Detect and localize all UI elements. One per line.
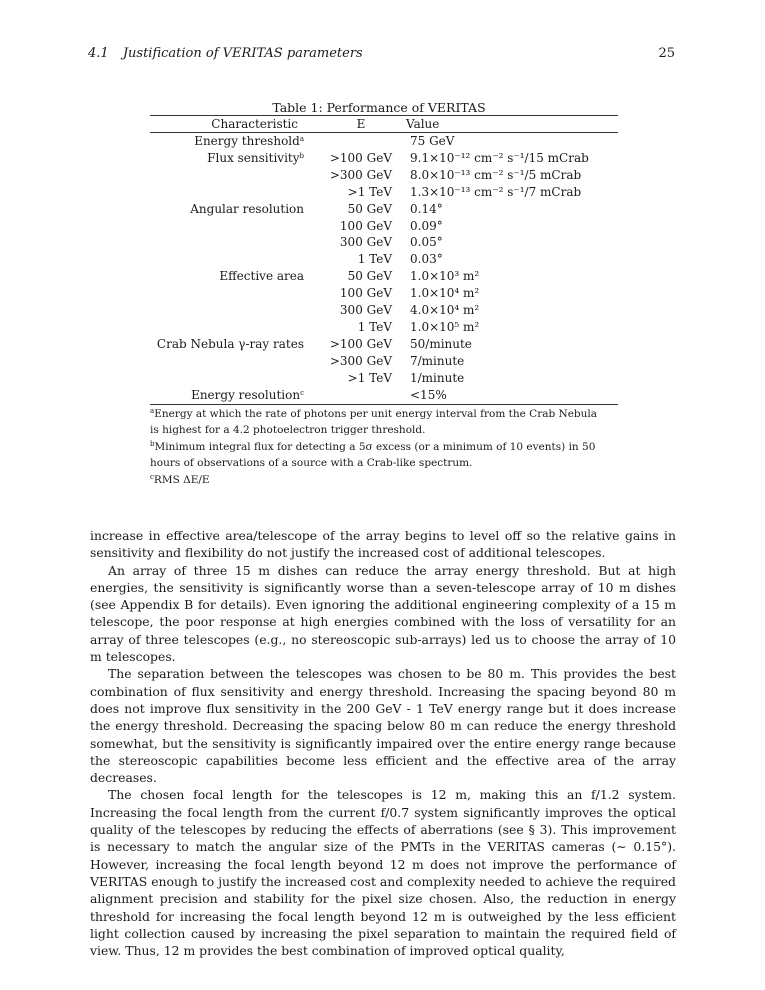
- table-header-row: [150, 116, 618, 133]
- cell-energy: 1 TeV: [357, 252, 392, 267]
- cell-characteristic: [150, 133, 316, 150]
- table-row: [150, 285, 618, 302]
- cell-value: 1.0×10³ m²: [410, 269, 480, 284]
- table-caption: Table 1: Performance of VERITAS: [272, 100, 486, 115]
- cell-characteristic: [150, 234, 316, 251]
- footnote-mark: a: [150, 406, 155, 415]
- cell-value: 0.05°: [410, 235, 443, 250]
- running-header: [88, 46, 675, 61]
- body-paragraph: An array of three 15 m dishes can reduce the array energy threshold. But at high energies, the sensitivity is significantly worse than a seven-telescope array of 10 m dishes (see Appendix B for details). Even ignoring the additional engineering complexity of a 15 m telescope, the poor response at high energies combined with the loss of versatility for an array of three telescopes (e.g., no stereoscopic sub-arrays) led us to choose the array of 10 m telescopes.: [90, 562, 676, 665]
- cell-value: 0.09°: [410, 218, 443, 233]
- table-row: [150, 353, 618, 370]
- cell-characteristic: [150, 268, 316, 285]
- section-number: 4.1: [88, 46, 109, 61]
- cell-energy: 50 GeV: [347, 201, 392, 216]
- cell-energy: 100 GeV: [339, 218, 392, 233]
- page-number: 25: [658, 46, 675, 61]
- footnote-line: [150, 455, 618, 472]
- footnote-line: [150, 406, 618, 423]
- cell-value: 9.1×10⁻¹² cm⁻² s⁻¹/15 mCrab: [410, 150, 589, 165]
- cell-value: <15%: [406, 387, 618, 404]
- cell-characteristic: [150, 201, 316, 218]
- table-row: [150, 201, 618, 218]
- table-footnotes: [150, 406, 618, 489]
- cell-energy: >100 GeV: [329, 150, 392, 165]
- footnote-text: hours of observations of a source with a Crab-like spectrum.: [150, 457, 473, 469]
- cell-characteristic: [150, 167, 316, 184]
- footnote-mark: c: [150, 472, 154, 481]
- cell-value: 75 GeV: [410, 134, 455, 148]
- table-row: [150, 150, 618, 167]
- footnote-text: RMS ΔE/E: [153, 473, 210, 486]
- cell-energy: >100 GeV: [329, 336, 392, 351]
- body-paragraph: The separation between the telescopes was chosen to be 80 m. This provides the best combination of flux sensitivity and energy threshold. Increasing the spacing beyond 80 m does not improve flux sensitivity in the 200 GeV - 1 TeV energy range but it does increase the energy threshold. Decreasing the spacing below 80 m can reduce the energy threshold somewhat, but the sensitivity is significantly impaired over the entire energy range because the stereoscopic capabilities become less efficient and the effective area of the array decreases.: [90, 666, 676, 786]
- table-row: [150, 302, 618, 319]
- cell-characteristic: [150, 353, 316, 370]
- footnote-mark: b: [150, 439, 155, 448]
- body-text: [90, 527, 676, 959]
- table-row: [150, 251, 618, 268]
- table-row: [150, 370, 618, 387]
- footnote-marker: a: [299, 135, 304, 143]
- footnote-text: is highest for a 4.2 photoelectron trigger threshold.: [150, 424, 426, 436]
- body-paragraph: increase in effective area/telescope of the array begins to level off so the relative gains in sensitivity and flexibility do not justify the increased cost of additional telescopes.: [90, 528, 676, 561]
- cell-energy: 100 GeV: [339, 286, 392, 301]
- cell-value: 8.0×10⁻¹³ cm⁻² s⁻¹/5 mCrab: [410, 167, 582, 182]
- table-row: [150, 133, 618, 150]
- column-header-energy: E: [316, 116, 406, 133]
- footnote-text: Energy at which the rate of photons per unit energy interval from the Crab Nebula: [154, 407, 598, 420]
- cell-characteristic: [150, 218, 316, 235]
- performance-table: [150, 115, 618, 405]
- cell-energy: >300 GeV: [329, 167, 392, 182]
- cell-characteristic: [150, 302, 316, 319]
- characteristic-label: Energy threshold: [194, 134, 300, 148]
- footnote-line: [150, 439, 618, 456]
- body-paragraph: The chosen focal length for the telescopes is 12 m, making this an f/1.2 system. Increasing the focal length from the current f/0.7 system significantly improves the optical quality of the telescopes by reducing the effects of aberrations (see § 3). This improvement is necessary to match the angular size of the PMTs in the VERITAS cameras (∼ 0.15°). However, increasing the focal length beyond 12 m does not improve the performance of VERITAS enough to justify the increased cost and complexity needed to achieve the required alignment precision and stability for the pixel size chosen. Also, the reduction in energy threshold for increasing the focal length beyond 12 m is outweighed by the less efficient light collection caused by increasing the pixel separation to maintain the required field of view. Thus, 12 m provides the best combination of improved optical quality,: [90, 787, 676, 959]
- cell-value: 7/minute: [410, 353, 465, 368]
- cell-characteristic: [150, 370, 316, 387]
- cell-value: 4.0×10⁴ m²: [410, 303, 480, 318]
- table-row: [150, 387, 618, 404]
- characteristic-label: Energy resolution: [191, 387, 301, 402]
- table-row: [150, 336, 618, 353]
- footnote-line: [150, 422, 618, 439]
- table-row: [150, 234, 618, 251]
- cell-energy: >1 TeV: [347, 184, 392, 199]
- table-row: [150, 218, 618, 235]
- cell-value: 1.0×10⁵ m²: [410, 319, 480, 334]
- footnote-line: [150, 472, 618, 489]
- cell-characteristic: [150, 319, 316, 336]
- cell-characteristic: [150, 251, 316, 268]
- section-title: Justification of VERITAS parameters: [122, 46, 363, 61]
- cell-value: 50/minute: [410, 336, 472, 351]
- cell-energy: [316, 387, 406, 404]
- cell-energy: [316, 133, 406, 150]
- cell-characteristic: [150, 150, 316, 167]
- cell-value: 1.3×10⁻¹³ cm⁻² s⁻¹/7 mCrab: [410, 184, 582, 199]
- characteristic-label: Angular resolution: [190, 201, 304, 216]
- characteristic-label: Crab Nebula γ-ray rates: [156, 336, 304, 351]
- cell-energy: 1 TeV: [357, 319, 392, 334]
- cell-energy: >300 GeV: [329, 353, 392, 368]
- cell-value: 0.14°: [410, 201, 443, 216]
- characteristic-label: Flux sensitivity: [207, 150, 300, 165]
- cell-characteristic: [150, 387, 316, 404]
- footnote-marker: b: [299, 151, 304, 160]
- cell-value: 1.0×10⁴ m²: [410, 286, 480, 301]
- cell-characteristic: [150, 184, 316, 201]
- table-row: [150, 167, 618, 184]
- cell-energy: 300 GeV: [339, 303, 392, 318]
- table-body: [150, 133, 618, 405]
- cell-energy: 50 GeV: [347, 269, 392, 284]
- cell-value: 0.03°: [410, 252, 443, 267]
- cell-energy: >1 TeV: [347, 370, 392, 385]
- section-heading: [88, 46, 363, 61]
- characteristic-label: Effective area: [219, 269, 304, 284]
- footnote-marker: c: [300, 388, 304, 397]
- footnote-text: Minimum integral flux for detecting a 5σ excess (or a minimum of 10 events) in 50: [154, 440, 596, 453]
- table-row: [150, 268, 618, 285]
- performance-table-block: [150, 100, 618, 488]
- cell-characteristic: [150, 336, 316, 353]
- column-header-characteristic: Characteristic: [150, 116, 316, 133]
- cell-value: 1/minute: [410, 370, 465, 385]
- cell-characteristic: [150, 285, 316, 302]
- column-header-value: Value: [406, 116, 618, 133]
- table-row: [150, 319, 618, 336]
- table-row: [150, 184, 618, 201]
- cell-energy: 300 GeV: [339, 235, 392, 250]
